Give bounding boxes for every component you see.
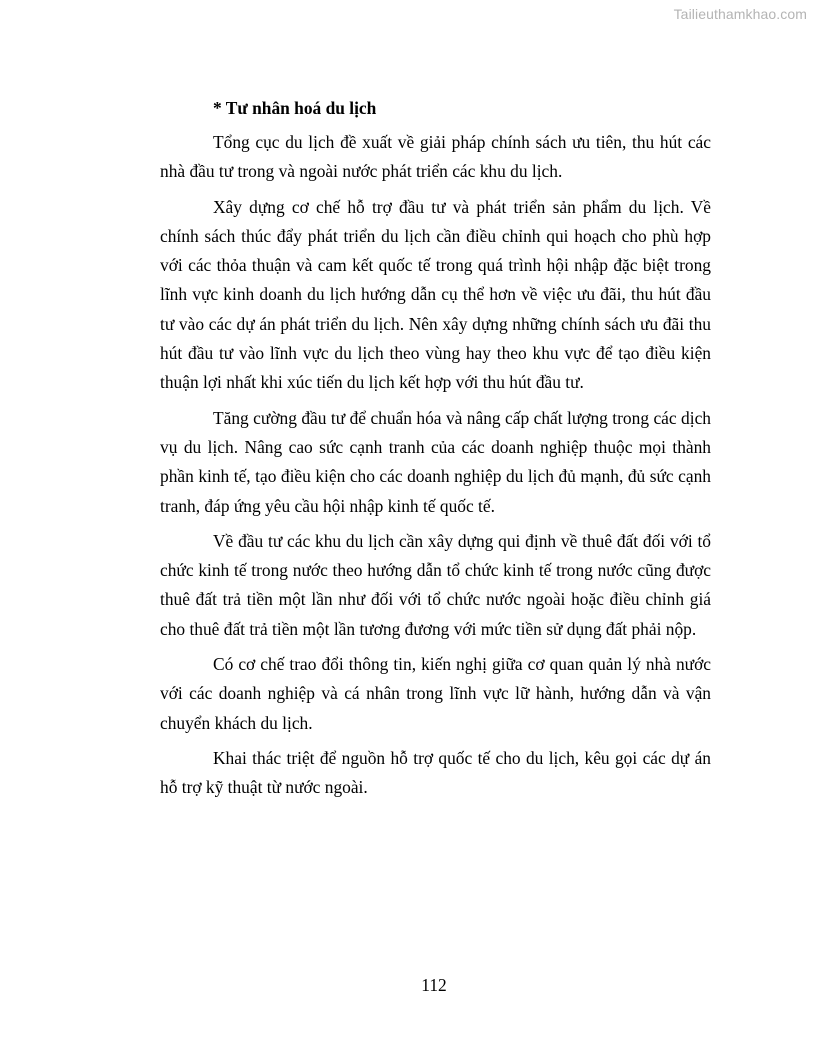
paragraph: Có cơ chế trao đổi thông tin, kiến nghị giữa cơ quan quản lý nhà nước với các doanh nghiệp và cá nhân trong lĩnh vực lữ hành, hướng dẫn và vận chuyển khách du lịch. xyxy=(160,654,711,733)
page-number: 112 xyxy=(421,975,447,995)
section-heading: * Tư nhân hoá du lịch xyxy=(213,98,377,118)
paragraph: Khai thác triệt để nguồn hỗ trợ quốc tế cho du lịch, kêu gọi các dự án hỗ trợ kỹ thuật từ nước ngoài. xyxy=(160,747,711,798)
document-body xyxy=(160,94,711,809)
paragraph: Tổng cục du lịch đề xuất về giải pháp chính sách ưu tiên, thu hút các nhà đầu tư trong và ngoài nước phát triển các khu du lịch. xyxy=(160,132,711,182)
watermark-text: Tailieuthamkhao.com xyxy=(673,6,807,22)
paragraph: Tăng cường đầu tư để chuẩn hóa và nâng cấp chất lượng trong các dịch vụ du lịch. Nâng cao sức cạnh tranh của các doanh nghiệp thuộc mọi thành phần kinh tế, tạo điều kiện cho các doanh nghiệp du lịch đủ mạnh, đủ sức cạnh tranh, đáp ứng yêu cầu hội nhập kinh tế quốc tế. xyxy=(160,407,711,516)
paragraph: Xây dựng cơ chế hỗ trợ đầu tư và phát triển sản phẩm du lịch. Về chính sách thúc đẩy phát triển du lịch cần điều chỉnh qui hoạch cho phù hợp với các thỏa thuận và cam kết quốc tế trong quá trình hội nhập đặc biệt trong lĩnh vực kinh doanh du lịch hướng dẫn cụ thể hơn về việc ưu đãi, thu hút đầu tư vào các dự án phát triển du lịch. Nên xây dựng những chính sách ưu đãi thu hút đầu tư vào lĩnh vực du lịch theo vùng hay theo khu vực để tạo điều kiện thuận lợi nhất khi xúc tiến du lịch kết hợp với thu hút đầu tư. xyxy=(160,196,711,393)
paragraph: Về đầu tư các khu du lịch cần xây dựng qui định về thuê đất đối với tổ chức kinh tế trong nước theo hướng dẫn tổ chức kinh tế trong nước cũng được thuê đất trả tiền một lần như đối với tổ chức nước ngoài hoặc điều chỉnh giá cho thuê đất trả tiền một lần tương đương với mức tiền sử dụng đất phải nộp. xyxy=(160,530,711,639)
